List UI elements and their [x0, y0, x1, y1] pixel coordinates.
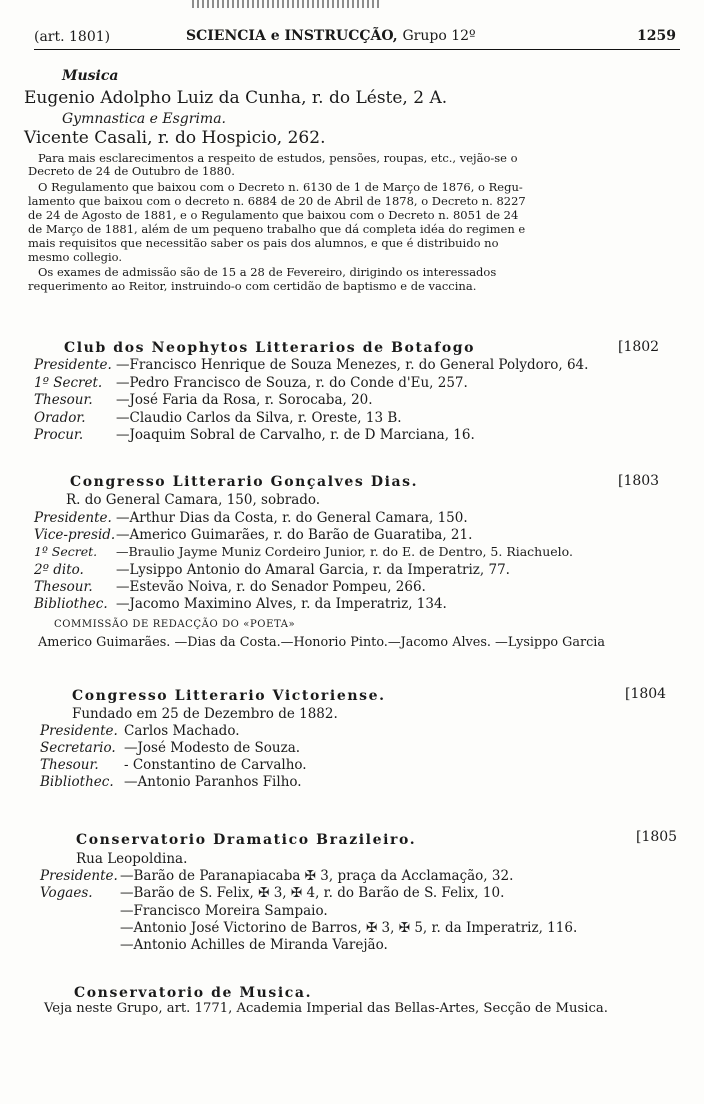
member-text: —Antonio Paranhos Filho. [124, 774, 302, 790]
gymnastica-name: Vicente Casali, r. do Hospicio, 262. [24, 128, 326, 148]
member-row [40, 885, 504, 901]
member-text: —Estevão Noiva, r. do Senador Pompeu, 266. [116, 579, 426, 595]
header-grupo: Grupo 12º [402, 28, 476, 44]
header-title-bold: SCIENCIA e INSTRUCÇÃO, [186, 28, 398, 44]
member-role: Presidente. [40, 723, 118, 739]
intro-para-line: lamento que baixou com o decreto n. 6884 de 20 de Abril de 1878, o Decreto n. 8227 [28, 194, 526, 208]
member-row [34, 596, 447, 612]
header-article-ref: (art. 1801) [34, 29, 111, 45]
intro-para-line: de 24 de Agosto de 1881, e o Regulamento que baixou com o Decreto n. 8051 de 24 [28, 208, 519, 222]
intro-para-line: O Regulamento que baixou com o Decreto n. 6130 de 1 de Março de 1876, o Regu- [38, 180, 523, 194]
member-row [34, 375, 468, 391]
section-1803-number: [1803 [618, 473, 660, 489]
section-1802-number: [1802 [618, 339, 660, 355]
intro-para-line: Para mais esclarecimentos a respeito de estudos, pensões, roupas, etc., vejão-se o [38, 151, 518, 165]
member-text: —Antonio José Victorino de Barros, ✠ 3, ✠ 5, r. da Imperatriz, 116. [120, 920, 578, 936]
member-role: Procur. [34, 427, 84, 443]
member-text: - Constantino de Carvalho. [124, 757, 307, 773]
member-role: Presidente. [34, 510, 112, 526]
member-text: —Antonio Achilles de Miranda Varejão. [120, 937, 388, 953]
section-1803-address: R. do General Camara, 150, sobrado. [66, 492, 321, 508]
member-text: —Braulio Jayme Muniz Cordeiro Junior, r. do E. de Dentro, 5. Riachuelo. [116, 544, 573, 559]
intro-para-line: de Março de 1881, além de um pequeno trabalho que dá completa idéa do regimen e [28, 222, 526, 236]
header-page-number: 1259 [637, 28, 676, 44]
member-text: —Pedro Francisco de Souza, r. do Conde d'Eu, 257. [116, 375, 468, 391]
section-1804-number: [1804 [625, 686, 667, 702]
member-row [34, 579, 426, 595]
member-role: Bibliothec. [34, 596, 108, 612]
gymnastica-heading: Gymnastica e Esgrima. [62, 111, 227, 127]
musica-name: Eugenio Adolpho Luiz da Cunha, r. do Léste, 2 A. [24, 88, 448, 108]
member-role: 1º Secret. [34, 375, 103, 391]
member-role: 1º Secret. [34, 544, 98, 559]
member-role: Secretario. [40, 740, 116, 756]
member-role: 2º dito. [34, 562, 84, 578]
member-row [34, 544, 573, 559]
member-row [40, 903, 328, 919]
member-text: —José Modesto de Souza. [124, 740, 301, 756]
section-musica-text: Veja neste Grupo, art. 1771, Academia Imperial das Bellas-Artes, Secção de Musica. [44, 1001, 608, 1016]
intro-para-line: Os exames de admissão são de 15 a 28 de Fevereiro, dirigindo os interessados [38, 265, 497, 279]
intro-para-line: mesmo collegio. [28, 250, 123, 264]
member-row [34, 427, 475, 443]
member-text: —Claudio Carlos da Silva, r. Oreste, 13 B. [116, 410, 402, 426]
member-text: —Francisco Moreira Sampaio. [120, 903, 328, 919]
section-1805-address: Rua Leopoldina. [76, 851, 188, 867]
member-row [40, 868, 513, 884]
member-role: Bibliothec. [40, 774, 114, 790]
member-row [34, 357, 588, 373]
member-row [34, 527, 472, 543]
member-row [40, 937, 388, 953]
section-musica-title: Conservatorio de Musica. [74, 985, 313, 1001]
print-smudge [192, 0, 382, 8]
section-1805-title: Conservatorio Dramatico Brazileiro. [76, 832, 417, 848]
member-role: Orador. [34, 410, 86, 426]
member-role: Vice-presid. [34, 527, 116, 543]
section-1804-founded: Fundado em 25 de Dezembro de 1882. [72, 706, 338, 722]
commissao-names: Americo Guimarães. —Dias da Costa.—Honorio Pinto.—Jacomo Alves. —Lysippo Garcia [38, 635, 606, 650]
member-row [40, 774, 302, 790]
intro-para-line: requerimento ao Reitor, instruindo-o com certidão de baptismo e de vaccina. [28, 279, 477, 293]
member-row [34, 392, 373, 408]
member-role: Thesour. [34, 579, 93, 595]
member-text: —Barão de S. Felix, ✠ 3, ✠ 4, r. do Barão de S. Felix, 10. [120, 885, 505, 901]
commissao-heading: COMMISSÃO DE REDACÇÃO DO «POETA» [54, 619, 296, 630]
member-row [40, 920, 577, 936]
member-role: Presidente. [40, 868, 118, 884]
member-row [40, 757, 307, 773]
member-text: —Lysippo Antonio do Amaral Garcia, r. da Imperatriz, 77. [116, 562, 510, 578]
member-text: —José Faria da Rosa, r. Sorocaba, 20. [116, 392, 373, 408]
member-row [34, 410, 402, 426]
member-text: —Francisco Henrique de Souza Menezes, r. do General Polydoro, 64. [116, 357, 589, 373]
member-text: Carlos Machado. [124, 723, 240, 739]
section-1802-title: Club dos Neophytos Litterarios de Botafogo [64, 340, 476, 356]
member-row [34, 510, 468, 526]
member-role: Thesour. [34, 392, 93, 408]
member-row [40, 723, 240, 739]
member-role: Vogaes. [40, 885, 93, 901]
intro-para-line: Decreto de 24 de Outubro de 1880. [28, 164, 235, 178]
section-1804-title: Congresso Litterario Victoriense. [72, 688, 386, 704]
page-header [34, 27, 680, 50]
intro-para-line: mais requisitos que necessitão saber os pais dos alumnos, e que é distribuido no [28, 236, 499, 250]
member-text: —Joaquim Sobral de Carvalho, r. de D Marciana, 16. [116, 427, 475, 443]
member-row [40, 740, 300, 756]
section-1803-title: Congresso Litterario Gonçalves Dias. [70, 474, 419, 490]
member-text: —Barão de Paranapiacaba ✠ 3, praça da Acclamação, 32. [120, 868, 514, 884]
member-role: Thesour. [40, 757, 99, 773]
member-row [34, 562, 510, 578]
member-text: —Arthur Dias da Costa, r. do General Camara, 150. [116, 510, 468, 526]
member-text: —Jacomo Maximino Alves, r. da Imperatriz, 134. [116, 596, 447, 612]
section-1805-number: [1805 [636, 829, 678, 845]
header-title [186, 28, 476, 44]
member-role: Presidente. [34, 357, 112, 373]
musica-heading: Musica [62, 68, 119, 84]
member-text: —Americo Guimarães, r. do Barão de Guaratiba, 21. [116, 527, 473, 543]
